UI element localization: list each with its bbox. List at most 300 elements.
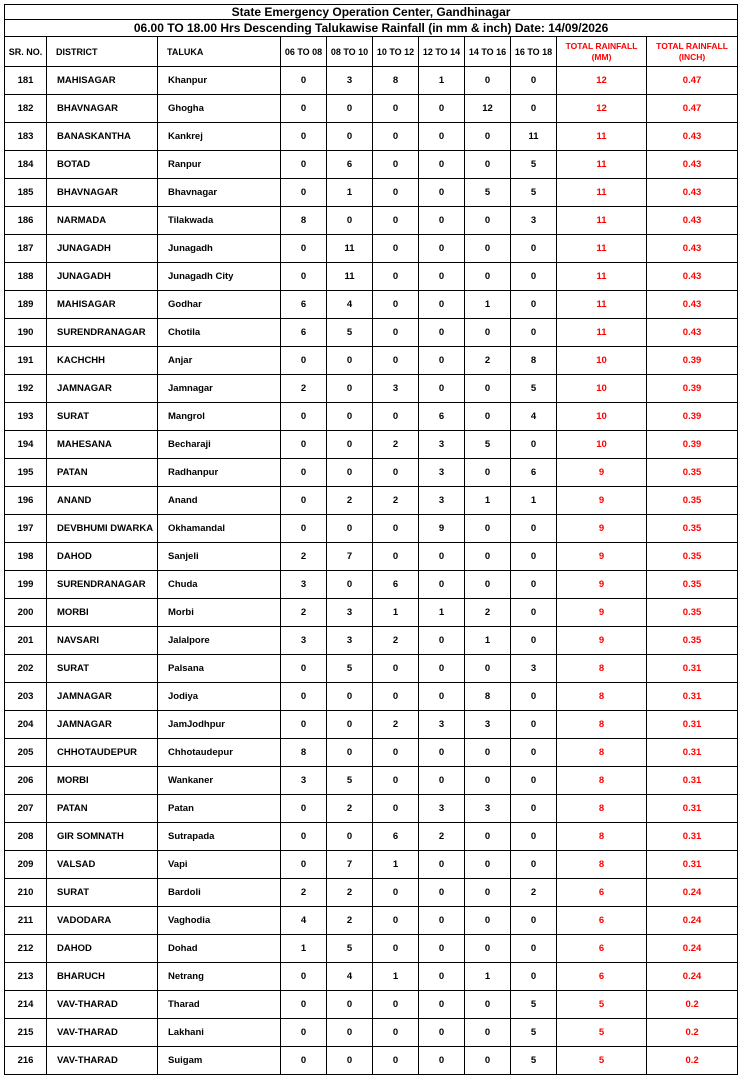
rain-06-08-cell: 0 [281,823,327,851]
taluka-cell: Dohad [158,935,281,963]
rain-10-12-cell: 2 [373,711,419,739]
rain-08-10-cell: 0 [327,459,373,487]
rain-06-08-cell: 0 [281,1019,327,1047]
total-inch-cell: 0.47 [647,67,738,95]
total-inch-cell: 0.24 [647,935,738,963]
rain-10-12-cell: 0 [373,935,419,963]
rain-16-18-cell: 0 [511,963,557,991]
sr-no-cell: 206 [5,767,47,795]
taluka-cell: Radhanpur [158,459,281,487]
rain-12-14-cell: 6 [419,403,465,431]
taluka-cell: Suigam [158,1047,281,1075]
sr-no-cell: 198 [5,543,47,571]
column-header-row [5,37,738,67]
rain-10-12-cell: 0 [373,95,419,123]
sr-no-cell: 201 [5,627,47,655]
rain-14-16-cell: 0 [465,823,511,851]
district-cell: ANAND [47,487,158,515]
sr-no-cell: 189 [5,291,47,319]
rain-06-08-cell: 0 [281,347,327,375]
total-inch-cell: 0.2 [647,1047,738,1075]
district-cell: CHHOTAUDEPUR [47,739,158,767]
sr-no-cell: 193 [5,403,47,431]
rain-14-16-cell: 5 [465,431,511,459]
rain-16-18-cell: 0 [511,851,557,879]
district-cell: MORBI [47,767,158,795]
rain-14-16-cell: 0 [465,907,511,935]
rain-10-12-cell: 0 [373,263,419,291]
district-cell: SURAT [47,403,158,431]
total-inch-cell: 0.31 [647,683,738,711]
table-row [5,1019,738,1047]
rain-14-16-cell: 0 [465,1047,511,1075]
table-row [5,907,738,935]
rain-16-18-cell: 0 [511,263,557,291]
total-inch-cell: 0.31 [647,823,738,851]
rain-16-18-cell: 5 [511,1047,557,1075]
rain-10-12-cell: 8 [373,67,419,95]
total-inch-cell: 0.31 [647,711,738,739]
rain-14-16-cell: 0 [465,207,511,235]
rain-08-10-cell: 0 [327,991,373,1019]
rain-08-10-cell: 0 [327,823,373,851]
taluka-cell: Sutrapada [158,823,281,851]
district-cell: SURENDRANAGAR [47,571,158,599]
sr-no-cell: 207 [5,795,47,823]
rain-10-12-cell: 0 [373,907,419,935]
rain-14-16-cell: 0 [465,655,511,683]
rain-12-14-cell: 0 [419,739,465,767]
rain-16-18-cell: 0 [511,571,557,599]
sr-no-cell: 185 [5,179,47,207]
rain-16-18-cell: 5 [511,1019,557,1047]
rain-10-12-cell: 0 [373,655,419,683]
rain-12-14-cell: 1 [419,67,465,95]
total-inch-cell: 0.39 [647,403,738,431]
total-mm-cell: 8 [557,739,647,767]
rain-08-10-cell: 2 [327,487,373,515]
table-row [5,263,738,291]
table-row [5,235,738,263]
district-cell: JAMNAGAR [47,375,158,403]
sr-no-cell: 213 [5,963,47,991]
rain-12-14-cell: 0 [419,683,465,711]
rain-12-14-cell: 0 [419,935,465,963]
rain-12-14-cell: 0 [419,907,465,935]
table-row [5,319,738,347]
table-row [5,291,738,319]
district-cell: JUNAGADH [47,263,158,291]
taluka-cell: Jamnagar [158,375,281,403]
rain-16-18-cell: 0 [511,95,557,123]
total-mm-cell: 8 [557,655,647,683]
table-row [5,879,738,907]
rain-10-12-cell: 0 [373,683,419,711]
rain-06-08-cell: 0 [281,151,327,179]
rain-16-18-cell: 8 [511,347,557,375]
rain-06-08-cell: 4 [281,907,327,935]
rain-12-14-cell: 0 [419,235,465,263]
taluka-cell: Bhavnagar [158,179,281,207]
rain-14-16-cell: 0 [465,739,511,767]
rain-08-10-cell: 0 [327,95,373,123]
rain-16-18-cell: 5 [511,179,557,207]
taluka-cell: Lakhani [158,1019,281,1047]
sr-no-cell: 197 [5,515,47,543]
rain-12-14-cell: 0 [419,655,465,683]
rain-14-16-cell: 0 [465,515,511,543]
total-mm-cell: 8 [557,795,647,823]
rain-12-14-cell: 0 [419,291,465,319]
taluka-cell: Chhotaudepur [158,739,281,767]
rain-10-12-cell: 1 [373,963,419,991]
total-mm-cell: 10 [557,347,647,375]
sr-no-cell: 204 [5,711,47,739]
rain-16-18-cell: 0 [511,319,557,347]
taluka-cell: Sanjeli [158,543,281,571]
rain-14-16-cell: 0 [465,67,511,95]
rain-06-08-cell: 2 [281,879,327,907]
rain-10-12-cell: 0 [373,347,419,375]
district-cell: KACHCHH [47,347,158,375]
col-header-10-12: 10 TO 12 [373,37,419,67]
rain-14-16-cell: 0 [465,991,511,1019]
taluka-cell: Junagadh City [158,263,281,291]
table-row [5,95,738,123]
report-title: State Emergency Operation Center, Gandhinagar [5,5,738,20]
rain-10-12-cell: 0 [373,767,419,795]
rain-06-08-cell: 0 [281,683,327,711]
rain-08-10-cell: 5 [327,319,373,347]
total-mm-cell: 6 [557,907,647,935]
rain-06-08-cell: 0 [281,403,327,431]
total-mm-cell: 9 [557,599,647,627]
rain-10-12-cell: 0 [373,319,419,347]
total-inch-cell: 0.39 [647,375,738,403]
rain-10-12-cell: 0 [373,879,419,907]
total-mm-cell: 11 [557,263,647,291]
rain-06-08-cell: 0 [281,431,327,459]
col-header-taluka: TALUKA [158,37,281,67]
district-cell: JAMNAGAR [47,683,158,711]
district-cell: GIR SOMNATH [47,823,158,851]
rain-12-14-cell: 0 [419,375,465,403]
rain-16-18-cell: 2 [511,879,557,907]
rain-08-10-cell: 0 [327,571,373,599]
col-header-district: DISTRICT [47,37,158,67]
table-row [5,683,738,711]
col-header-total-mm: TOTAL RAINFALL (MM) [557,37,647,67]
total-inch-cell: 0.35 [647,459,738,487]
rain-10-12-cell: 0 [373,235,419,263]
table-row [5,963,738,991]
rain-08-10-cell: 3 [327,599,373,627]
taluka-cell: Patan [158,795,281,823]
sr-no-cell: 196 [5,487,47,515]
total-mm-cell: 11 [557,151,647,179]
rain-14-16-cell: 12 [465,95,511,123]
taluka-cell: Chuda [158,571,281,599]
rain-12-14-cell: 3 [419,431,465,459]
rain-06-08-cell: 0 [281,963,327,991]
rain-14-16-cell: 0 [465,319,511,347]
district-cell: SURAT [47,655,158,683]
rain-06-08-cell: 8 [281,207,327,235]
district-cell: SURAT [47,879,158,907]
total-inch-cell: 0.47 [647,95,738,123]
taluka-cell: Okhamandal [158,515,281,543]
taluka-cell: Netrang [158,963,281,991]
rain-12-14-cell: 0 [419,207,465,235]
taluka-cell: Jalalpore [158,627,281,655]
total-inch-cell: 0.35 [647,487,738,515]
rain-16-18-cell: 0 [511,515,557,543]
sr-no-cell: 188 [5,263,47,291]
district-cell: DAHOD [47,935,158,963]
sr-no-cell: 215 [5,1019,47,1047]
sr-no-cell: 181 [5,67,47,95]
rain-10-12-cell: 0 [373,179,419,207]
sr-no-cell: 203 [5,683,47,711]
sr-no-cell: 182 [5,95,47,123]
rain-06-08-cell: 0 [281,123,327,151]
col-header-total-inch: TOTAL RAINFALL (INCH) [647,37,738,67]
rain-12-14-cell: 3 [419,459,465,487]
total-inch-cell: 0.43 [647,151,738,179]
sr-no-cell: 211 [5,907,47,935]
rain-08-10-cell: 0 [327,1019,373,1047]
total-mm-cell: 10 [557,375,647,403]
total-inch-cell: 0.2 [647,1019,738,1047]
rain-16-18-cell: 0 [511,767,557,795]
rain-06-08-cell: 0 [281,235,327,263]
table-row [5,1047,738,1075]
report-subtitle: 06.00 TO 18.00 Hrs Descending Talukawise Rainfall (in mm & inch) Date: 14/09/2026 [5,20,738,37]
rain-12-14-cell: 0 [419,319,465,347]
rain-06-08-cell: 0 [281,851,327,879]
total-mm-cell: 8 [557,823,647,851]
rain-08-10-cell: 2 [327,795,373,823]
rain-08-10-cell: 0 [327,1047,373,1075]
rain-12-14-cell: 0 [419,991,465,1019]
total-mm-cell: 11 [557,207,647,235]
table-row [5,823,738,851]
rain-10-12-cell: 1 [373,599,419,627]
table-row [5,655,738,683]
total-inch-cell: 0.31 [647,739,738,767]
rain-14-16-cell: 0 [465,1019,511,1047]
district-cell: VAV-THARAD [47,1047,158,1075]
rain-08-10-cell: 5 [327,655,373,683]
rain-08-10-cell: 0 [327,431,373,459]
rain-06-08-cell: 0 [281,263,327,291]
rain-10-12-cell: 6 [373,823,419,851]
rain-10-12-cell: 3 [373,375,419,403]
total-mm-cell: 8 [557,711,647,739]
rain-08-10-cell: 0 [327,739,373,767]
rain-06-08-cell: 2 [281,599,327,627]
rain-14-16-cell: 1 [465,291,511,319]
district-cell: BHARUCH [47,963,158,991]
rain-08-10-cell: 3 [327,67,373,95]
total-mm-cell: 11 [557,291,647,319]
rain-12-14-cell: 2 [419,823,465,851]
district-cell: DAHOD [47,543,158,571]
taluka-cell: Anand [158,487,281,515]
rain-14-16-cell: 3 [465,711,511,739]
rain-10-12-cell: 0 [373,1019,419,1047]
rain-16-18-cell: 0 [511,795,557,823]
district-cell: BHAVNAGAR [47,179,158,207]
taluka-cell: Ranpur [158,151,281,179]
rain-14-16-cell: 0 [465,403,511,431]
total-inch-cell: 0.35 [647,627,738,655]
table-row [5,67,738,95]
total-inch-cell: 0.43 [647,207,738,235]
rain-06-08-cell: 0 [281,515,327,543]
total-inch-cell: 0.39 [647,347,738,375]
rain-12-14-cell: 0 [419,179,465,207]
rain-10-12-cell: 0 [373,739,419,767]
rain-06-08-cell: 0 [281,991,327,1019]
rain-14-16-cell: 2 [465,599,511,627]
district-cell: JAMNAGAR [47,711,158,739]
col-header-08-10: 08 TO 10 [327,37,373,67]
rain-16-18-cell: 0 [511,683,557,711]
sr-no-cell: 210 [5,879,47,907]
table-row [5,487,738,515]
rain-12-14-cell: 1 [419,599,465,627]
rain-06-08-cell: 0 [281,655,327,683]
taluka-cell: Wankaner [158,767,281,795]
table-row [5,851,738,879]
taluka-cell: Vaghodia [158,907,281,935]
rain-12-14-cell: 0 [419,263,465,291]
total-mm-cell: 6 [557,963,647,991]
rain-06-08-cell: 0 [281,795,327,823]
sr-no-cell: 216 [5,1047,47,1075]
taluka-cell: Anjar [158,347,281,375]
taluka-cell: Palsana [158,655,281,683]
table-row [5,543,738,571]
sr-no-cell: 209 [5,851,47,879]
rain-08-10-cell: 1 [327,179,373,207]
rain-14-16-cell: 1 [465,963,511,991]
rain-16-18-cell: 0 [511,907,557,935]
total-inch-cell: 0.43 [647,263,738,291]
total-inch-cell: 0.35 [647,543,738,571]
taluka-cell: Jodiya [158,683,281,711]
table-row [5,739,738,767]
district-cell: BANASKANTHA [47,123,158,151]
rainfall-report [4,4,737,1075]
taluka-cell: Khanpur [158,67,281,95]
total-inch-cell: 0.24 [647,907,738,935]
total-mm-cell: 6 [557,935,647,963]
rain-14-16-cell: 8 [465,683,511,711]
rain-16-18-cell: 1 [511,487,557,515]
total-inch-cell: 0.31 [647,655,738,683]
col-header-12-14: 12 TO 14 [419,37,465,67]
rain-12-14-cell: 0 [419,851,465,879]
rain-06-08-cell: 3 [281,571,327,599]
rain-06-08-cell: 2 [281,375,327,403]
rain-16-18-cell: 0 [511,935,557,963]
taluka-cell: Godhar [158,291,281,319]
taluka-cell: Ghogha [158,95,281,123]
total-inch-cell: 0.24 [647,963,738,991]
rain-14-16-cell: 0 [465,767,511,795]
taluka-cell: Becharaji [158,431,281,459]
taluka-cell: Kankrej [158,123,281,151]
sr-no-cell: 195 [5,459,47,487]
total-mm-cell: 11 [557,319,647,347]
table-row [5,599,738,627]
sr-no-cell: 184 [5,151,47,179]
rain-06-08-cell: 0 [281,67,327,95]
rain-08-10-cell: 2 [327,879,373,907]
sr-no-cell: 199 [5,571,47,599]
taluka-cell: Chotila [158,319,281,347]
total-mm-cell: 11 [557,235,647,263]
table-row [5,991,738,1019]
rain-12-14-cell: 0 [419,151,465,179]
rain-14-16-cell: 0 [465,543,511,571]
rain-12-14-cell: 0 [419,347,465,375]
total-inch-cell: 0.31 [647,851,738,879]
rain-14-16-cell: 0 [465,123,511,151]
rain-06-08-cell: 3 [281,767,327,795]
rain-08-10-cell: 5 [327,935,373,963]
table-row [5,627,738,655]
district-cell: NAVSARI [47,627,158,655]
total-mm-cell: 10 [557,431,647,459]
rain-08-10-cell: 7 [327,851,373,879]
total-inch-cell: 0.39 [647,431,738,459]
district-cell: VALSAD [47,851,158,879]
rain-16-18-cell: 11 [511,123,557,151]
total-mm-cell: 12 [557,67,647,95]
rain-10-12-cell: 2 [373,627,419,655]
table-row [5,431,738,459]
rain-16-18-cell: 4 [511,403,557,431]
col-header-06-08: 06 TO 08 [281,37,327,67]
sr-no-cell: 194 [5,431,47,459]
rain-16-18-cell: 0 [511,627,557,655]
district-cell: VADODARA [47,907,158,935]
table-row [5,123,738,151]
table-row [5,459,738,487]
total-mm-cell: 12 [557,95,647,123]
rain-14-16-cell: 1 [465,487,511,515]
total-inch-cell: 0.43 [647,291,738,319]
rain-08-10-cell: 6 [327,151,373,179]
total-mm-cell: 6 [557,879,647,907]
total-inch-cell: 0.35 [647,515,738,543]
rain-08-10-cell: 0 [327,403,373,431]
district-cell: DEVBHUMI DWARKA [47,515,158,543]
sr-no-cell: 202 [5,655,47,683]
rain-08-10-cell: 3 [327,627,373,655]
rain-12-14-cell: 3 [419,711,465,739]
rain-16-18-cell: 6 [511,459,557,487]
col-header-14-16: 14 TO 16 [465,37,511,67]
rain-14-16-cell: 1 [465,627,511,655]
rain-16-18-cell: 0 [511,431,557,459]
table-row [5,375,738,403]
taluka-cell: Bardoli [158,879,281,907]
table-row [5,347,738,375]
